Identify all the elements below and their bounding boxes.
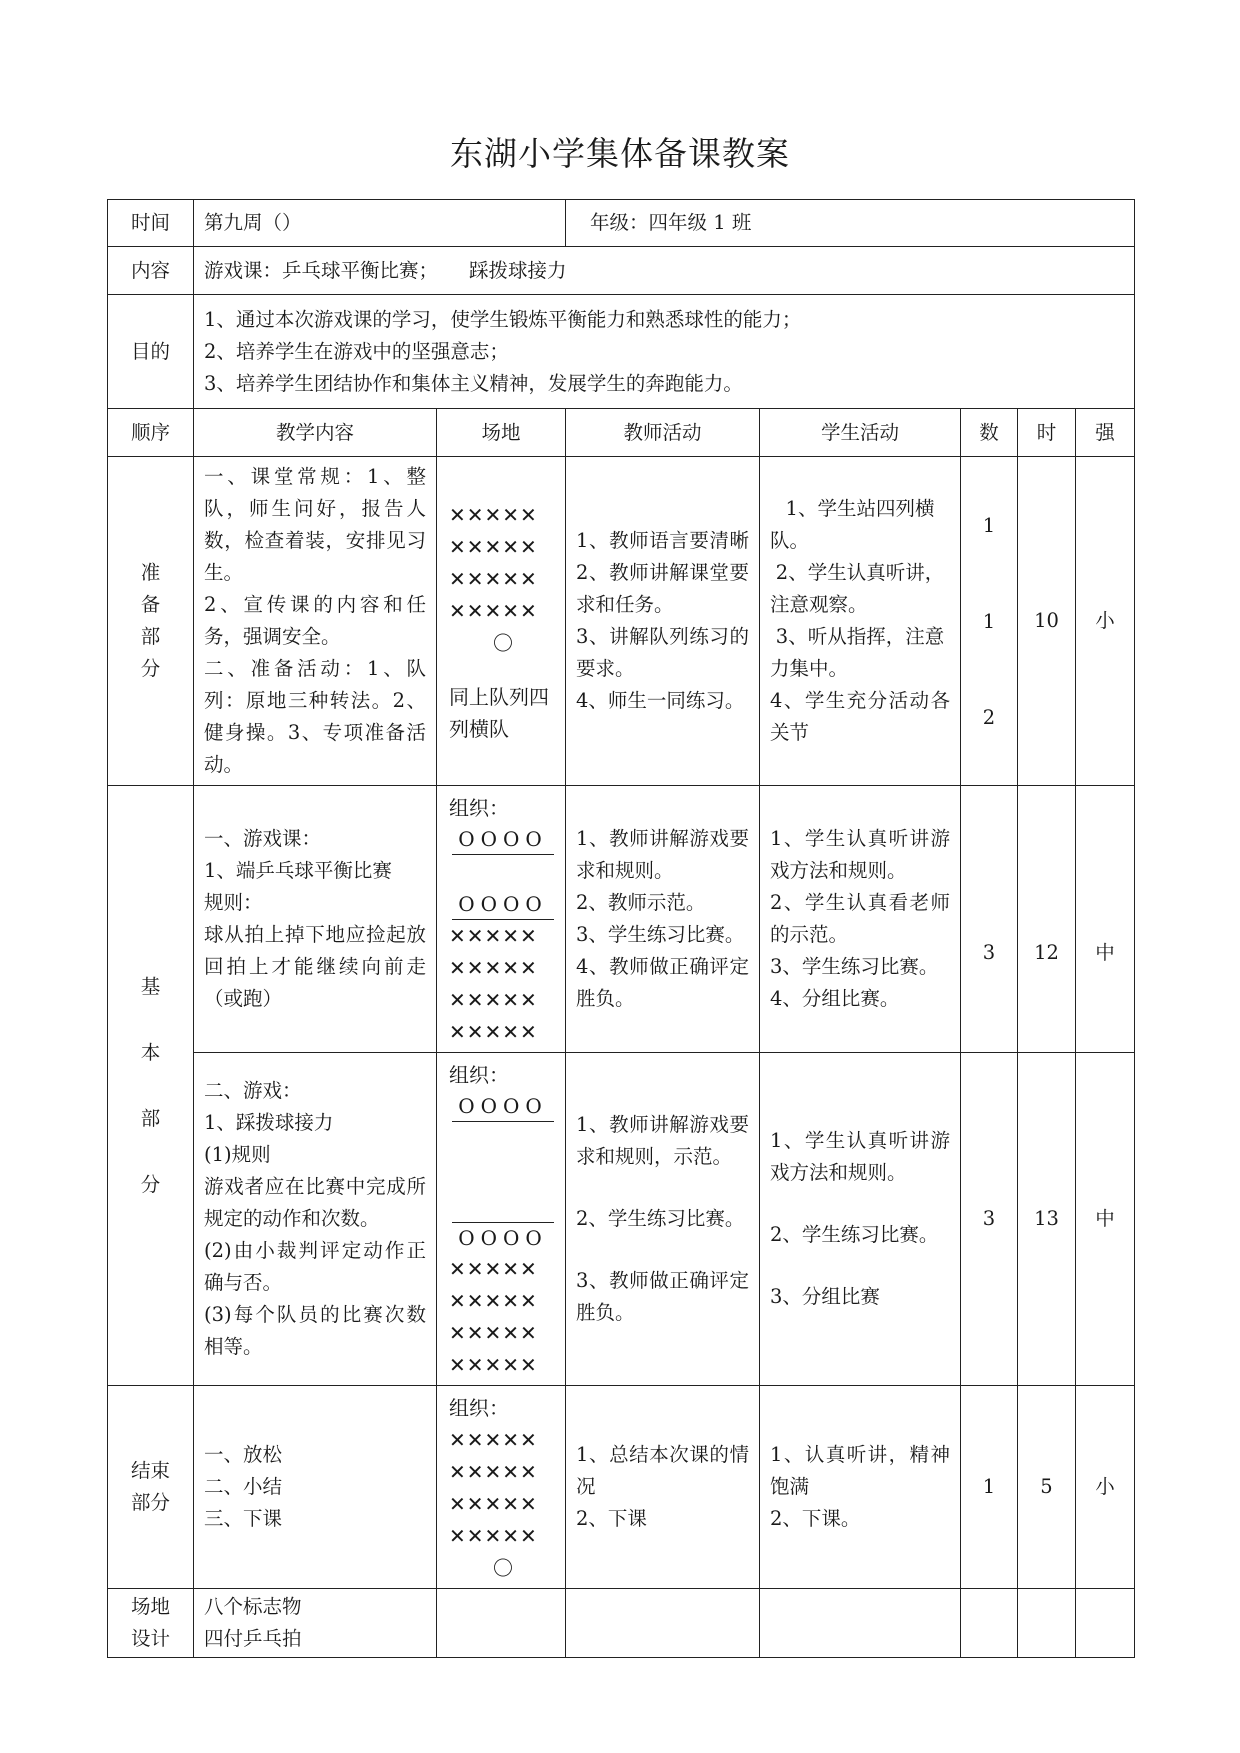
content-line: (1)规则 [204,1143,271,1166]
lesson-plan-table [107,199,1135,1658]
content-line: 游戏者应在比赛中完成所规定的动作和次数。 [204,1175,426,1230]
teacher-line: 1、教师语言要清晰 2、教师讲解课堂要求和任务。 [576,529,750,616]
prep-field-note: 同上队列四列横队 [449,685,549,741]
student-line: 3、分组比赛 [770,1285,880,1308]
formation-row: ✕✕✕✕✕ [449,924,538,948]
student-line: 1、学生站四列横队。 [770,497,935,552]
content-line: 三、下课 [204,1507,283,1530]
prep-counts [961,457,1018,786]
content-line: 1、踩拨球接力 [204,1111,334,1134]
game1-content [194,786,437,1053]
game1-teacher [566,786,760,1053]
formation-row: ✕✕✕✕✕ [449,1289,538,1313]
venue-row [108,1589,1135,1658]
student-line: 2、学生认真听讲，注意观察。 [770,561,945,616]
student-line: 1、认真听讲，精神饱满 [770,1443,951,1498]
game2-count: 3 [961,1053,1018,1386]
formation-row: ✕✕✕✕✕ [449,1321,538,1345]
game2-field [437,1053,566,1386]
goal-item: 1、通过本次游戏课的学习，使学生锻炼平衡能力和熟悉球性的能力； [204,307,802,331]
formation-row: ✕✕✕✕✕ [449,1492,538,1516]
section-char: 本 [140,1040,161,1064]
header-content: 教学内容 [194,409,437,457]
goal-row [108,295,1135,409]
teacher-marker: 〇 [493,631,513,655]
content-line: 一、游戏课： [204,827,322,850]
goal-item: 2、培养学生在游戏中的坚强意志； [204,339,509,363]
venue-empty-cell [437,1589,566,1658]
student-line: 1、学生认真听讲游戏方法和规则。 [770,827,951,882]
student-line: 2、学生练习比赛。 [770,1223,939,1246]
venue-item: 四付乒乓拍 [204,1627,302,1650]
teacher-line: 2、学生练习比赛。 [576,1207,745,1230]
teacher-line: 1、教师讲解游戏要求和规则。 [576,827,750,882]
student-line: 2、学生认真看老师的示范。 [770,891,951,946]
header-order: 顺序 [108,409,194,457]
game1-count: 3 [961,786,1018,1053]
content-row [108,247,1135,295]
prep-content-line: 2、宣传课的内容和任务，强调安全。 [204,593,426,648]
teacher-line: 1、教师讲解游戏要求和规则，示范。 [576,1113,750,1168]
o-row: OOOO [452,1222,554,1253]
end-student [760,1386,961,1589]
prep-time: 10 [1018,457,1076,786]
venue-empty-cell [1018,1589,1076,1658]
goal-list [194,295,1135,409]
prep-content-line: 一、课堂常规：1、整队，师生问好，报告人数，检查着装，安排见习生。 [204,465,426,584]
prep-content [194,457,437,786]
header-student: 学生活动 [760,409,961,457]
basic-game2-row [108,1053,1135,1386]
end-teacher [566,1386,760,1589]
venue-empty-cell [566,1589,760,1658]
formation-row: ✕✕✕✕✕ [449,1257,538,1281]
venue-empty-cell [1076,1589,1135,1658]
document-title: 东湖小学集体备课教案 [450,134,790,173]
header-field: 场地 [437,409,566,457]
content-line: (3)每个队员的比赛次数相等。 [204,1303,426,1358]
section-line: 部分 [130,1491,170,1514]
header-teacher: 教师活动 [566,409,760,457]
venue-label-line: 场地 [130,1595,170,1618]
teacher-line: 4、教师做正确评定胜负。 [576,955,750,1010]
header-intensity: 强 [1076,409,1135,457]
content-line: 一、放松 [204,1443,283,1466]
formation-row: ✕✕✕✕✕ [449,599,538,623]
prep-section-label [108,457,194,786]
prep-teacher [566,457,760,786]
end-field [437,1386,566,1589]
content-label: 内容 [108,247,194,295]
formation-row: ✕✕✕✕✕ [449,956,538,980]
count-value: 2 [982,706,996,729]
game1-time: 12 [1018,786,1076,1053]
section-line: 结束 [130,1459,170,1482]
o-row: OOOO [452,889,554,920]
teacher-line: 3、讲解队列练习的要求。 [576,625,750,680]
student-line: 2、下课。 [770,1507,861,1530]
count-value: 1 [982,610,996,633]
student-line: 3、听从指挥，注意力集中。 [770,625,945,680]
teacher-line: 3、教师做正确评定胜负。 [576,1269,750,1324]
field-label: 组织： [449,1063,509,1087]
formation-row: ✕✕✕✕✕ [449,1524,538,1548]
content-line: 二、小结 [204,1475,283,1498]
formation-row: ✕✕✕✕✕ [449,988,538,1012]
content-line: 规则： [204,891,263,914]
basic-section-label [108,786,194,1386]
student-line: 4、学生充分活动各关节 [770,689,951,744]
end-section-label [108,1386,194,1589]
teacher-line: 2、下课 [576,1507,647,1530]
venue-label [108,1589,194,1658]
header-count: 数 [961,409,1018,457]
teacher-line: 1、总结本次课的情况 [576,1443,750,1498]
game2-student [760,1053,961,1386]
student-line: 3、学生练习比赛。 [770,955,939,978]
teacher-line: 4、师生一同练习。 [576,689,745,712]
goal-item: 3、培养学生团结协作和集体主义精神，发展学生的奔跑能力。 [204,371,743,395]
student-line: 4、分组比赛。 [770,987,900,1010]
game1-field [437,786,566,1053]
end-intensity: 小 [1076,1386,1135,1589]
formation-row: ✕✕✕✕✕ [449,1353,538,1377]
formation-row: ✕✕✕✕✕ [449,503,538,527]
formation-row: ✕✕✕✕✕ [449,1460,538,1484]
header-time: 时 [1018,409,1076,457]
end-count: 1 [961,1386,1018,1589]
teacher-marker: 〇 [493,1556,513,1580]
teacher-line: 3、学生练习比赛。 [576,923,745,946]
content-line: 二、游戏： [204,1079,302,1102]
o-row: OOOO [452,824,554,855]
section-char: 部 [140,1106,161,1130]
column-header-row [108,409,1135,457]
venue-label-line: 设计 [130,1627,170,1650]
goal-label: 目的 [108,295,194,409]
prep-student [760,457,961,786]
formation-row: ✕✕✕✕✕ [449,1020,538,1044]
venue-empty-cell [760,1589,961,1658]
game2-content [194,1053,437,1386]
time-label: 时间 [108,200,194,247]
content-value: 游戏课：乒乓球平衡比赛； 踩拨球接力 [194,247,1135,295]
teacher-line: 2、教师示范。 [576,891,706,914]
formation-row: ✕✕✕✕✕ [449,567,538,591]
prep-field [437,457,566,786]
prep-content-line: 二、准备活动：1、队列：原地三种转法。2、健身操。3、专项准备活动。 [204,657,426,776]
prep-row [108,457,1135,786]
section-char: 分 [140,1172,161,1196]
game1-intensity: 中 [1076,786,1135,1053]
section-char: 基 [140,974,161,998]
formation-row: ✕✕✕✕✕ [449,1428,538,1452]
game2-teacher [566,1053,760,1386]
time-value: 第九周（） [194,200,566,247]
game2-time: 13 [1018,1053,1076,1386]
section-char: 准 [140,561,161,584]
o-row: OOOO [452,1091,554,1122]
grade-value: 年级：四年级 1 班 [566,200,1135,247]
field-label: 组织： [449,796,509,820]
end-content [194,1386,437,1589]
end-row [108,1386,1135,1589]
venue-items [194,1589,437,1658]
student-line: 1、学生认真听讲游戏方法和规则。 [770,1129,951,1184]
content-line: (2)由小裁判评定动作正确与否。 [204,1239,426,1294]
end-time: 5 [1018,1386,1076,1589]
content-line: 1、端乒乓球平衡比赛 [204,859,392,882]
section-char: 分 [140,657,161,680]
section-char: 备 [140,593,161,616]
content-line: 球从拍上掉下地应捡起放回拍上才能继续向前走（或跑） [204,923,426,1010]
field-label: 组织： [449,1396,509,1420]
count-value: 1 [982,514,996,537]
prep-intensity: 小 [1076,457,1135,786]
section-char: 部 [140,625,161,648]
game2-intensity: 中 [1076,1053,1135,1386]
formation-row: ✕✕✕✕✕ [449,535,538,559]
venue-empty-cell [961,1589,1018,1658]
time-row [108,200,1135,247]
venue-item: 八个标志物 [204,1595,302,1618]
basic-game1-row [108,786,1135,1053]
game1-student [760,786,961,1053]
